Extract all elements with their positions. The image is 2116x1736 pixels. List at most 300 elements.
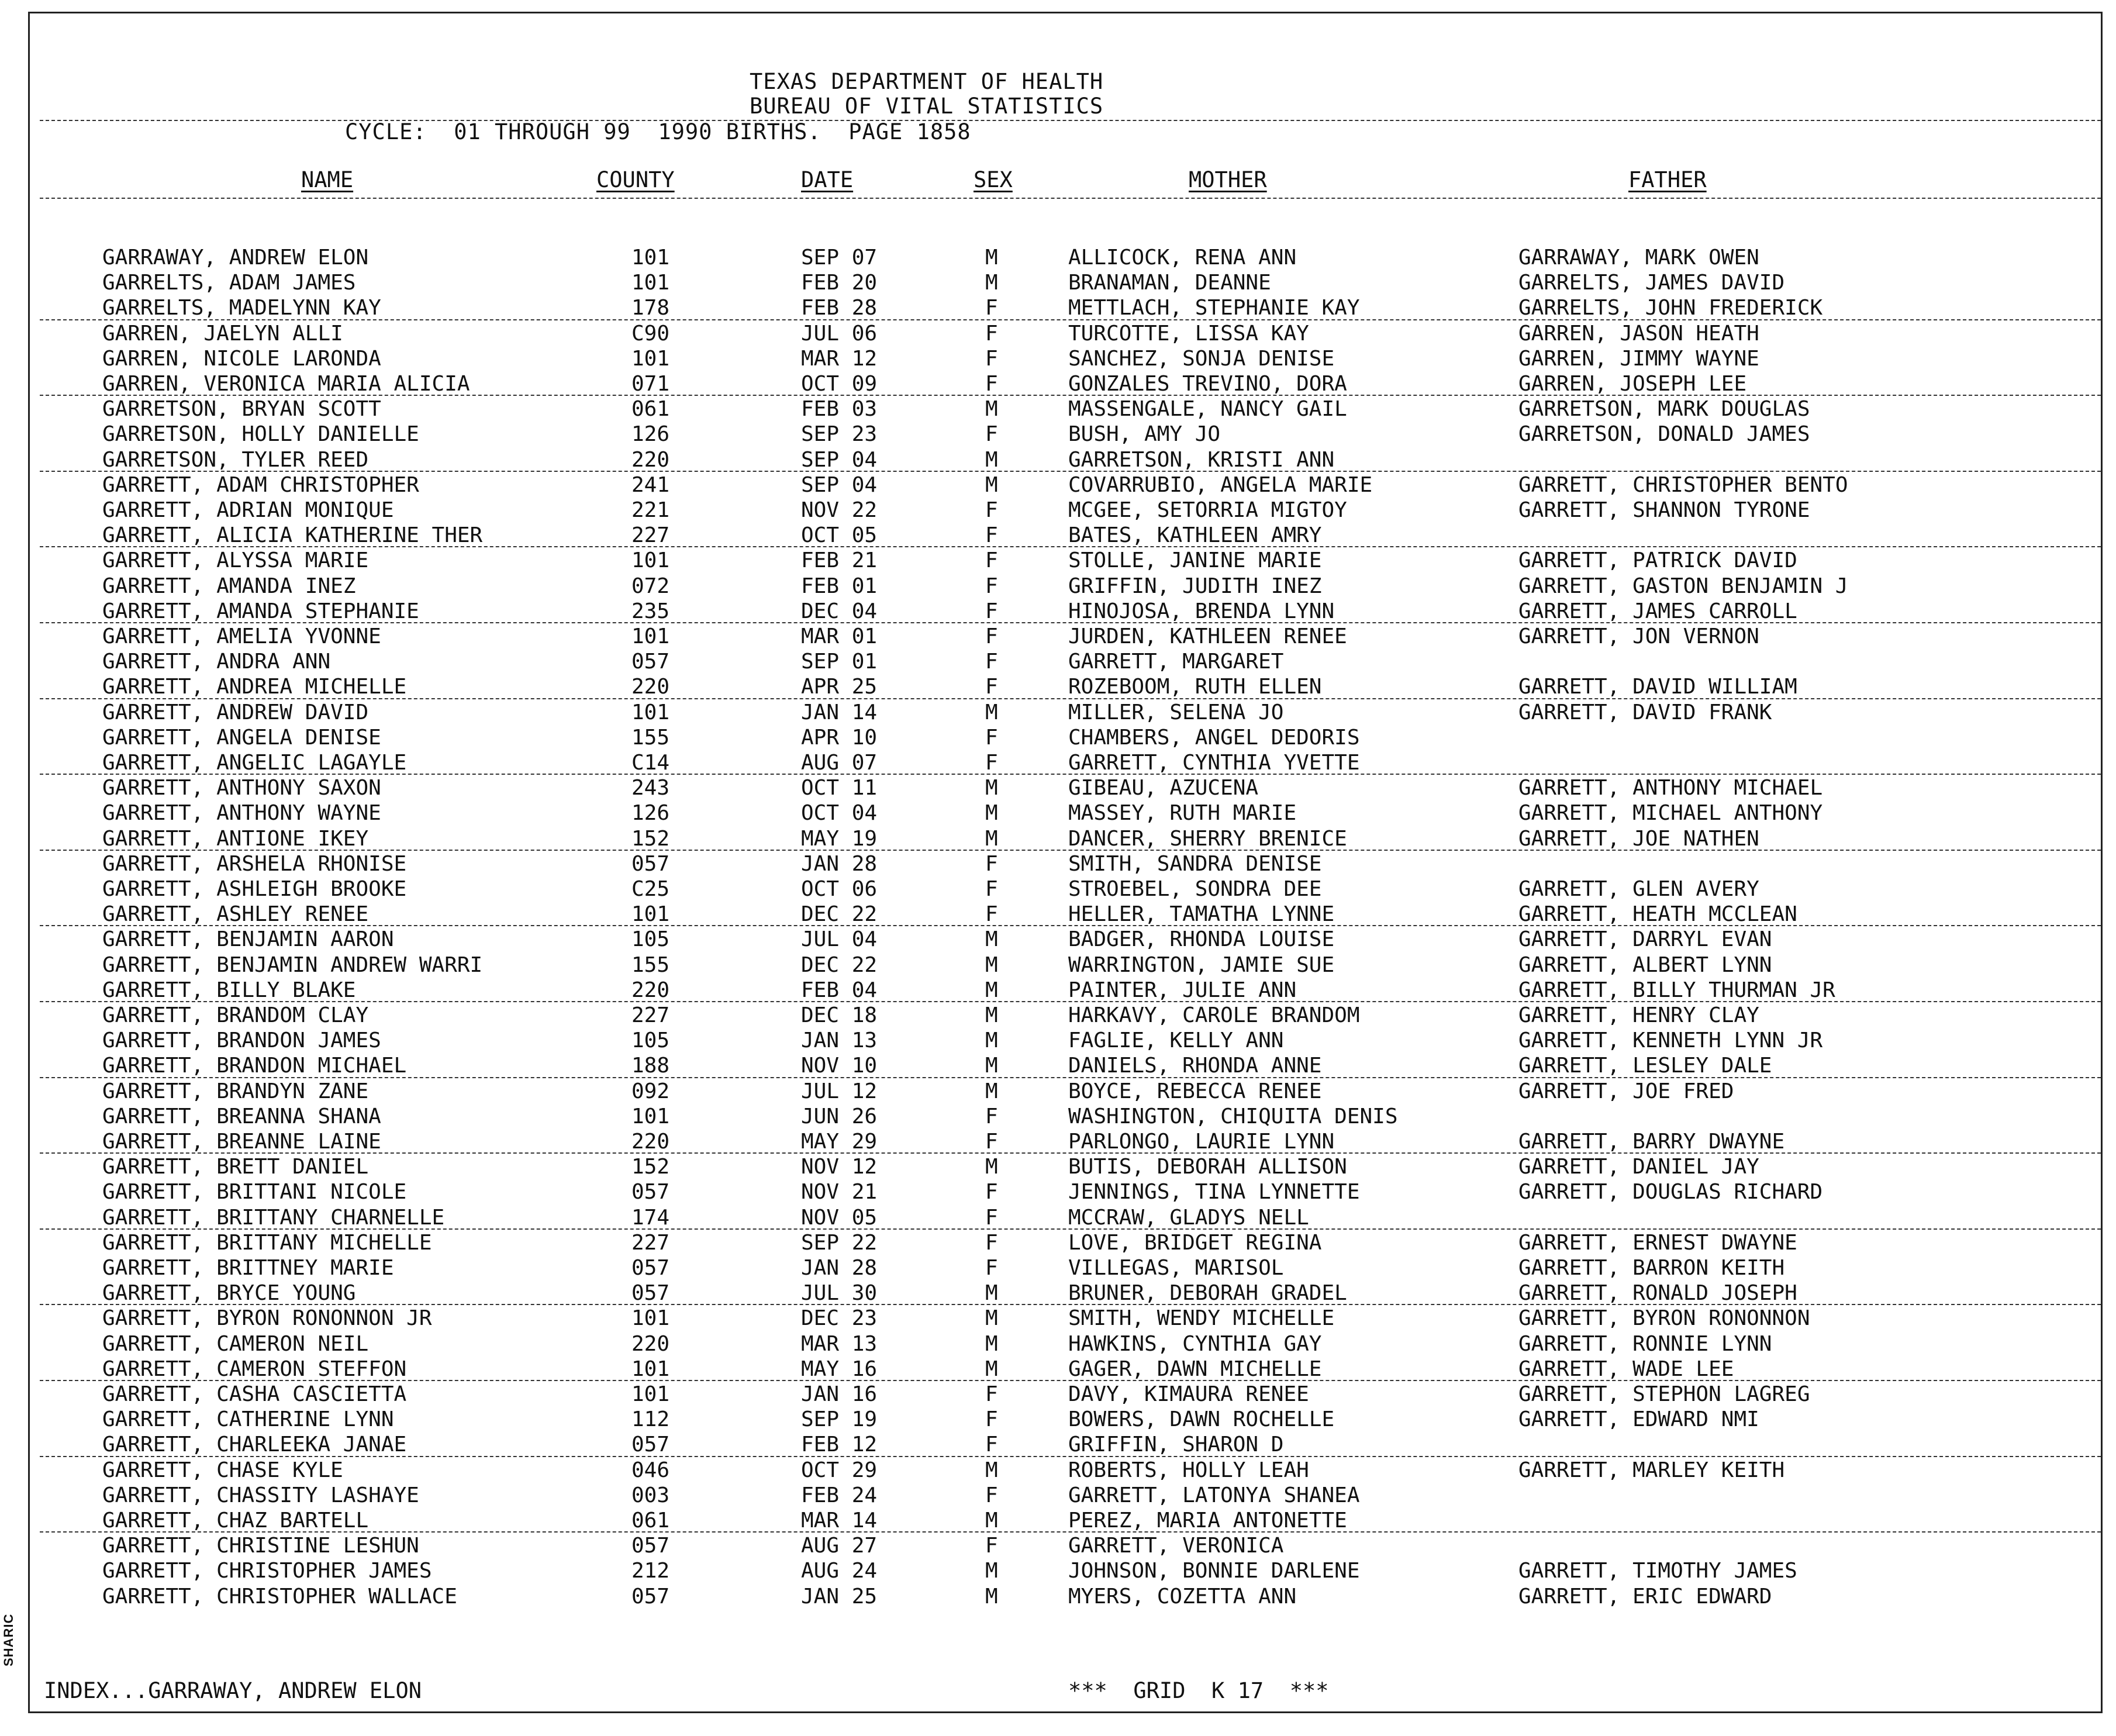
cell-sex: M [985, 448, 998, 472]
cell-father: GARRETT, SHANNON TYRONE [1518, 498, 1810, 522]
cell-mother: GARRETT, MARGARET [1068, 650, 1284, 674]
cell-sex: M [985, 1585, 998, 1609]
cell-sex: M [985, 1281, 998, 1305]
cell-date: NOV 21 [801, 1180, 878, 1204]
cell-mother: GONZALES TREVINO, DORA [1068, 372, 1347, 396]
cell-mother: HAWKINS, CYNTHIA GAY [1068, 1332, 1322, 1356]
cell-father: GARRETT, HENRY CLAY [1518, 1003, 1759, 1027]
cell-county: C25 [631, 877, 670, 901]
header-divider-bottom [40, 198, 2101, 199]
cell-mother: STOLLE, JANINE MARIE [1068, 548, 1322, 572]
cell-sex: M [985, 473, 998, 497]
cell-mother: PEREZ, MARIA ANTONETTE [1068, 1509, 1347, 1533]
cell-mother: WARRINGTON, JAMIE SUE [1068, 953, 1335, 977]
cell-county: 220 [631, 978, 670, 1002]
cell-county: 220 [631, 1130, 670, 1154]
cell-sex: F [985, 852, 998, 876]
cell-mother: ROBERTS, HOLLY LEAH [1068, 1458, 1309, 1482]
cell-date: MAR 12 [801, 347, 878, 371]
cell-name: GARRETT, BENJAMIN AARON [102, 927, 394, 951]
row-divider [40, 698, 2101, 699]
cell-county: 101 [631, 902, 670, 926]
cell-mother: HELLER, TAMATHA LYNNE [1068, 902, 1335, 926]
cell-county: 101 [631, 271, 670, 295]
cell-sex: F [985, 751, 998, 775]
cell-mother: JENNINGS, TINA LYNNETTE [1068, 1180, 1360, 1204]
cell-sex: F [985, 1105, 998, 1128]
footer-index: INDEX...GARRAWAY, ANDREW ELON [44, 1678, 422, 1703]
cell-father: GARRETT, EDWARD NMI [1518, 1407, 1759, 1431]
cell-mother: BRANAMAN, DEANNE [1068, 271, 1271, 295]
cell-mother: WASHINGTON, CHIQUITA DENIS [1068, 1105, 1398, 1128]
cell-county: C90 [631, 322, 670, 346]
cell-father: GARRETT, ERNEST DWAYNE [1518, 1231, 1797, 1255]
cell-sex: F [985, 599, 998, 623]
cell-name: GARRETT, BILLY BLAKE [102, 978, 356, 1002]
cell-sex: F [985, 675, 998, 699]
cell-mother: HARKAVY, CAROLE BRANDOM [1068, 1003, 1360, 1027]
cell-father: GARRETT, DAVID WILLIAM [1518, 675, 1797, 699]
cell-name: GARREN, NICOLE LARONDA [102, 347, 381, 371]
cell-father: GARRETT, RONNIE LYNN [1518, 1332, 1772, 1356]
cell-father: GARRETT, ALBERT LYNN [1518, 953, 1772, 977]
cell-name: GARRETT, AMANDA STEPHANIE [102, 599, 419, 623]
cell-name: GARRETT, BRITTANI NICOLE [102, 1180, 407, 1204]
cell-date: JUN 26 [801, 1105, 878, 1128]
cell-county: 221 [631, 498, 670, 522]
cell-county: 227 [631, 523, 670, 547]
cell-mother: JOHNSON, BONNIE DARLENE [1068, 1559, 1360, 1583]
cell-date: SEP 01 [801, 650, 878, 674]
cell-date: JAN 25 [801, 1585, 878, 1609]
row-divider [40, 1531, 2101, 1533]
cell-name: GARRETT, ASHLEY RENEE [102, 902, 369, 926]
cell-name: GARRETT, CHAZ BARTELL [102, 1509, 369, 1533]
cell-date: FEB 12 [801, 1433, 878, 1457]
cell-county: 057 [631, 1585, 670, 1609]
cell-sex: M [985, 1003, 998, 1027]
cell-mother: GAGER, DAWN MICHELLE [1068, 1357, 1322, 1381]
cell-date: SEP 23 [801, 422, 878, 446]
cell-date: JAN 13 [801, 1029, 878, 1052]
cell-county: 155 [631, 726, 670, 750]
cell-county: 126 [631, 801, 670, 825]
cell-date: MAY 19 [801, 827, 878, 851]
cell-name: GARREN, VERONICA MARIA ALICIA [102, 372, 470, 396]
cell-father: GARRETT, RONALD JOSEPH [1518, 1281, 1797, 1305]
cell-county: 174 [631, 1206, 670, 1230]
cell-sex: F [985, 574, 998, 598]
cell-name: GARRETT, BRYCE YOUNG [102, 1281, 356, 1305]
cell-mother: CHAMBERS, ANGEL DEDORIS [1068, 726, 1360, 750]
cell-date: FEB 21 [801, 548, 878, 572]
cell-sex: M [985, 776, 998, 800]
cell-county: 057 [631, 1433, 670, 1457]
cell-father: GARRETT, ERIC EDWARD [1518, 1585, 1772, 1609]
cell-county: 105 [631, 927, 670, 951]
row-divider [40, 1001, 2101, 1002]
cell-name: GARRELTS, ADAM JAMES [102, 271, 356, 295]
cell-mother: MASSEY, RUTH MARIE [1068, 801, 1297, 825]
side-label: SHARIC [1, 1613, 16, 1666]
cell-name: GARRETT, CHRISTOPHER WALLACE [102, 1585, 457, 1609]
cell-mother: JURDEN, KATHLEEN RENEE [1068, 624, 1347, 648]
cell-mother: COVARRUBIO, ANGELA MARIE [1068, 473, 1373, 497]
cell-name: GARRETSON, TYLER REED [102, 448, 369, 472]
cell-date: SEP 07 [801, 246, 878, 270]
cell-mother: GARRETT, LATONYA SHANEA [1068, 1483, 1360, 1507]
cell-date: OCT 09 [801, 372, 878, 396]
cell-date: OCT 29 [801, 1458, 878, 1482]
col-header-sex: SEX [974, 167, 1013, 192]
cell-date: JUL 12 [801, 1079, 878, 1103]
cell-county: 061 [631, 397, 670, 421]
cell-name: GARRETT, BRANDON JAMES [102, 1029, 381, 1052]
row-divider [40, 1304, 2101, 1305]
cell-date: MAR 14 [801, 1509, 878, 1533]
cell-date: MAY 16 [801, 1357, 878, 1381]
cell-county: 101 [631, 246, 670, 270]
cell-sex: F [985, 548, 998, 572]
cell-mother: MCGEE, SETORRIA MIGTOY [1068, 498, 1347, 522]
cell-name: GARRETT, ADAM CHRISTOPHER [102, 473, 419, 497]
row-divider [40, 471, 2101, 472]
cell-father: GARRETT, JON VERNON [1518, 624, 1759, 648]
cell-sex: M [985, 246, 998, 270]
cell-father: GARRETT, BARRON KEITH [1518, 1256, 1785, 1280]
cell-name: GARRETT, ANDREW DAVID [102, 700, 369, 724]
cell-mother: STROEBEL, SONDRA DEE [1068, 877, 1322, 901]
cell-mother: FAGLIE, KELLY ANN [1068, 1029, 1284, 1052]
cell-date: NOV 22 [801, 498, 878, 522]
cell-mother: GARRETT, VERONICA [1068, 1534, 1284, 1558]
cell-date: APR 10 [801, 726, 878, 750]
cell-county: 057 [631, 1534, 670, 1558]
cell-date: OCT 11 [801, 776, 878, 800]
cell-father: GARRETT, CHRISTOPHER BENTO [1518, 473, 1848, 497]
cell-county: 126 [631, 422, 670, 446]
cell-mother: SANCHEZ, SONJA DENISE [1068, 347, 1335, 371]
cell-date: NOV 05 [801, 1206, 878, 1230]
cell-date: SEP 19 [801, 1407, 878, 1431]
cell-name: GARRETT, BREANNE LAINE [102, 1130, 381, 1154]
cell-father: GARRETT, LESLEY DALE [1518, 1054, 1772, 1078]
cell-father: GARREN, JOSEPH LEE [1518, 372, 1747, 396]
cell-sex: F [985, 1180, 998, 1204]
cell-sex: M [985, 1079, 998, 1103]
cell-mother: SMITH, WENDY MICHELLE [1068, 1306, 1335, 1330]
cell-county: 101 [631, 700, 670, 724]
cell-name: GARRETSON, BRYAN SCOTT [102, 397, 381, 421]
cell-name: GARRETT, BRITTANY CHARNELLE [102, 1206, 445, 1230]
cell-county: 220 [631, 448, 670, 472]
cell-county: 072 [631, 574, 670, 598]
cell-mother: TURCOTTE, LISSA KAY [1068, 322, 1309, 346]
cell-father: GARRELTS, JAMES DAVID [1518, 271, 1785, 295]
cell-mother: PARLONGO, LAURIE LYNN [1068, 1130, 1335, 1154]
cell-date: NOV 10 [801, 1054, 878, 1078]
cell-county: 101 [631, 1382, 670, 1406]
cell-date: AUG 24 [801, 1559, 878, 1583]
cell-date: OCT 06 [801, 877, 878, 901]
cell-mother: BUTIS, DEBORAH ALLISON [1068, 1155, 1347, 1179]
cell-sex: F [985, 624, 998, 648]
cell-mother: PAINTER, JULIE ANN [1068, 978, 1297, 1002]
cell-sex: F [985, 726, 998, 750]
cell-mother: GRIFFIN, SHARON D [1068, 1433, 1284, 1457]
cell-sex: M [985, 827, 998, 851]
cell-mother: MILLER, SELENA JO [1068, 700, 1284, 724]
cell-father: GARRETT, DAVID FRANK [1518, 700, 1772, 724]
cell-name: GARRETT, BRITTNEY MARIE [102, 1256, 394, 1280]
cell-name: GARRETT, BENJAMIN ANDREW WARRI [102, 953, 483, 977]
cell-father: GARRETT, WADE LEE [1518, 1357, 1734, 1381]
cell-county: 057 [631, 852, 670, 876]
cell-sex: F [985, 650, 998, 674]
cell-county: 178 [631, 296, 670, 320]
cell-county: 101 [631, 347, 670, 371]
cell-father: GARRETT, DOUGLAS RICHARD [1518, 1180, 1823, 1204]
cell-mother: SMITH, SANDRA DENISE [1068, 852, 1322, 876]
cell-sex: F [985, 322, 998, 346]
cell-mother: BOWERS, DAWN ROCHELLE [1068, 1407, 1335, 1431]
cell-sex: M [985, 1306, 998, 1330]
cell-name: GARRETT, ALICIA KATHERINE THER [102, 523, 483, 547]
row-divider [40, 1152, 2101, 1154]
cell-name: GARRETT, CAMERON STEFFON [102, 1357, 407, 1381]
cell-father: GARREN, JIMMY WAYNE [1518, 347, 1759, 371]
cell-mother: LOVE, BRIDGET REGINA [1068, 1231, 1322, 1255]
cell-name: GARRETT, BRANDYN ZANE [102, 1079, 369, 1103]
cell-date: SEP 04 [801, 473, 878, 497]
cell-county: 227 [631, 1003, 670, 1027]
cell-sex: F [985, 877, 998, 901]
cell-date: SEP 22 [801, 1231, 878, 1255]
cell-sex: M [985, 1357, 998, 1381]
cell-father: GARREN, JASON HEATH [1518, 322, 1759, 346]
cell-sex: F [985, 523, 998, 547]
cell-date: MAY 29 [801, 1130, 878, 1154]
cell-sex: M [985, 700, 998, 724]
cell-county: 101 [631, 624, 670, 648]
row-divider [40, 1077, 2101, 1078]
cell-mother: BOYCE, REBECCA RENEE [1068, 1079, 1322, 1103]
cell-date: MAR 13 [801, 1332, 878, 1356]
cell-father: GARRETT, HEATH MCCLEAN [1518, 902, 1797, 926]
cell-sex: F [985, 1407, 998, 1431]
cell-name: GARRETT, ALYSSA MARIE [102, 548, 369, 572]
cell-date: SEP 04 [801, 448, 878, 472]
cell-date: JAN 14 [801, 700, 878, 724]
cell-mother: DAVY, KIMAURA RENEE [1068, 1382, 1309, 1406]
cell-mother: GIBEAU, AZUCENA [1068, 776, 1259, 800]
report-cycle-line: CYCLE: 01 THROUGH 99 1990 BIRTHS. PAGE 1858 [345, 119, 971, 144]
cell-mother: GARRETSON, KRISTI ANN [1068, 448, 1335, 472]
cell-sex: F [985, 1231, 998, 1255]
cell-name: GARRETT, CASHA CASCIETTA [102, 1382, 407, 1406]
cell-county: 235 [631, 599, 670, 623]
cell-sex: M [985, 927, 998, 951]
cell-date: FEB 28 [801, 296, 878, 320]
cell-mother: MYERS, COZETTA ANN [1068, 1585, 1297, 1609]
cell-date: MAR 01 [801, 624, 878, 648]
cell-father: GARRETT, MICHAEL ANTHONY [1518, 801, 1823, 825]
cell-father: GARRETT, PATRICK DAVID [1518, 548, 1797, 572]
row-divider [40, 850, 2101, 851]
cell-date: FEB 01 [801, 574, 878, 598]
cell-father: GARRETSON, DONALD JAMES [1518, 422, 1810, 446]
cell-county: 057 [631, 1180, 670, 1204]
cell-name: GARRETT, BRETT DANIEL [102, 1155, 369, 1179]
cell-name: GARRETT, CHARLEEKA JANAE [102, 1433, 407, 1457]
cell-county: 220 [631, 675, 670, 699]
cell-mother: BRUNER, DEBORAH GRADEL [1068, 1281, 1347, 1305]
cell-sex: F [985, 1433, 998, 1457]
cell-name: GARRETT, BRANDON MICHAEL [102, 1054, 407, 1078]
cell-name: GARRETT, CHRISTOPHER JAMES [102, 1559, 432, 1583]
cell-sex: F [985, 296, 998, 320]
cell-sex: M [985, 1458, 998, 1482]
cell-sex: F [985, 498, 998, 522]
cell-father: GARRETT, MARLEY KEITH [1518, 1458, 1785, 1482]
cell-county: 243 [631, 776, 670, 800]
col-header-name: NAME [301, 167, 354, 192]
cell-name: GARRETT, BRITTANY MICHELLE [102, 1231, 432, 1255]
cell-sex: F [985, 902, 998, 926]
cell-name: GARRETT, ARSHELA RHONISE [102, 852, 407, 876]
cell-sex: M [985, 397, 998, 421]
cell-sex: M [985, 1029, 998, 1052]
cell-mother: DANIELS, RHONDA ANNE [1068, 1054, 1322, 1078]
cell-sex: F [985, 1483, 998, 1507]
cell-county: 046 [631, 1458, 670, 1482]
cell-sex: M [985, 953, 998, 977]
cell-date: DEC 23 [801, 1306, 878, 1330]
cell-county: 057 [631, 1281, 670, 1305]
cell-father: GARRETT, TIMOTHY JAMES [1518, 1559, 1797, 1583]
cell-name: GARRETT, CATHERINE LYNN [102, 1407, 394, 1431]
cell-father: GARRETT, ANTHONY MICHAEL [1518, 776, 1823, 800]
cell-county: 152 [631, 827, 670, 851]
cell-date: FEB 20 [801, 271, 878, 295]
cell-mother: DANCER, SHERRY BRENICE [1068, 827, 1347, 851]
cell-date: DEC 22 [801, 953, 878, 977]
cell-date: JAN 16 [801, 1382, 878, 1406]
cell-date: JUL 06 [801, 322, 878, 346]
cell-sex: M [985, 1509, 998, 1533]
row-divider [40, 395, 2101, 396]
cell-mother: BADGER, RHONDA LOUISE [1068, 927, 1335, 951]
row-divider [40, 925, 2101, 926]
cell-sex: M [985, 978, 998, 1002]
cell-sex: M [985, 1155, 998, 1179]
cell-name: GARRETT, ASHLEIGH BROOKE [102, 877, 407, 901]
report-agency: TEXAS DEPARTMENT OF HEALTH [750, 69, 1104, 94]
cell-name: GARREN, JAELYN ALLI [102, 322, 343, 346]
row-divider [40, 1228, 2101, 1230]
cell-county: 112 [631, 1407, 670, 1431]
cell-father: GARRETT, BARRY DWAYNE [1518, 1130, 1785, 1154]
cell-date: FEB 04 [801, 978, 878, 1002]
cell-sex: F [985, 1206, 998, 1230]
cell-county: 188 [631, 1054, 670, 1078]
cell-name: GARRETT, ANDREA MICHELLE [102, 675, 407, 699]
footer-grid: *** GRID K 17 *** [1068, 1678, 1329, 1703]
cell-mother: ALLICOCK, RENA ANN [1068, 246, 1297, 270]
cell-name: GARRETT, ANGELA DENISE [102, 726, 381, 750]
cell-father: GARRETT, JAMES CARROLL [1518, 599, 1797, 623]
cell-name: GARRETT, ANTHONY SAXON [102, 776, 381, 800]
cell-name: GARRETT, ANTIONE IKEY [102, 827, 369, 851]
cell-sex: M [985, 1054, 998, 1078]
cell-sex: F [985, 372, 998, 396]
cell-county: 101 [631, 1357, 670, 1381]
cell-sex: F [985, 1256, 998, 1280]
row-divider [40, 622, 2101, 623]
cell-county: 220 [631, 1332, 670, 1356]
cell-name: GARRETT, ADRIAN MONIQUE [102, 498, 394, 522]
row-divider [40, 1380, 2101, 1381]
cell-name: GARRETT, BRANDOM CLAY [102, 1003, 369, 1027]
cell-sex: M [985, 271, 998, 295]
cell-father: GARRETT, JOE NATHEN [1518, 827, 1759, 851]
cell-county: 152 [631, 1155, 670, 1179]
cell-father: GARRETT, GASTON BENJAMIN J [1518, 574, 1848, 598]
cell-mother: BATES, KATHLEEN AMRY [1068, 523, 1322, 547]
col-header-mother: MOTHER [1189, 167, 1267, 192]
cell-name: GARRETT, ANDRA ANN [102, 650, 331, 674]
cell-date: JUL 04 [801, 927, 878, 951]
cell-father: GARRETT, BYRON RONONNON [1518, 1306, 1810, 1330]
cell-sex: F [985, 1382, 998, 1406]
cell-father: GARRETT, DARRYL EVAN [1518, 927, 1772, 951]
row-divider [40, 774, 2101, 775]
cell-mother: BUSH, AMY JO [1068, 422, 1221, 446]
cell-date: AUG 07 [801, 751, 878, 775]
cell-name: GARRELTS, MADELYNN KAY [102, 296, 381, 320]
cell-date: OCT 04 [801, 801, 878, 825]
cell-mother: MASSENGALE, NANCY GAIL [1068, 397, 1347, 421]
cell-mother: METTLACH, STEPHANIE KAY [1068, 296, 1360, 320]
cell-father: GARRETSON, MARK DOUGLAS [1518, 397, 1810, 421]
cell-date: JUL 30 [801, 1281, 878, 1305]
cell-name: GARRETT, AMELIA YVONNE [102, 624, 381, 648]
cell-sex: M [985, 1332, 998, 1356]
cell-name: GARRETT, CAMERON NEIL [102, 1332, 369, 1356]
cell-date: DEC 22 [801, 902, 878, 926]
cell-date: JAN 28 [801, 852, 878, 876]
cell-name: GARRAWAY, ANDREW ELON [102, 246, 369, 270]
cell-sex: F [985, 422, 998, 446]
cell-father: GARRAWAY, MARK OWEN [1518, 246, 1759, 270]
cell-date: JAN 28 [801, 1256, 878, 1280]
cell-father: GARRETT, GLEN AVERY [1518, 877, 1759, 901]
cell-county: C14 [631, 751, 670, 775]
cell-date: AUG 27 [801, 1534, 878, 1558]
cell-date: APR 25 [801, 675, 878, 699]
row-divider [40, 1456, 2101, 1457]
cell-name: GARRETT, CHASSITY LASHAYE [102, 1483, 419, 1507]
cell-date: NOV 12 [801, 1155, 878, 1179]
cell-county: 241 [631, 473, 670, 497]
cell-county: 227 [631, 1231, 670, 1255]
col-header-county: COUNTY [596, 167, 675, 192]
cell-sex: F [985, 1534, 998, 1558]
cell-mother: GRIFFIN, JUDITH INEZ [1068, 574, 1322, 598]
col-header-father: FATHER [1628, 167, 1707, 192]
cell-date: OCT 05 [801, 523, 878, 547]
cell-name: GARRETT, BREANNA SHANA [102, 1105, 381, 1128]
